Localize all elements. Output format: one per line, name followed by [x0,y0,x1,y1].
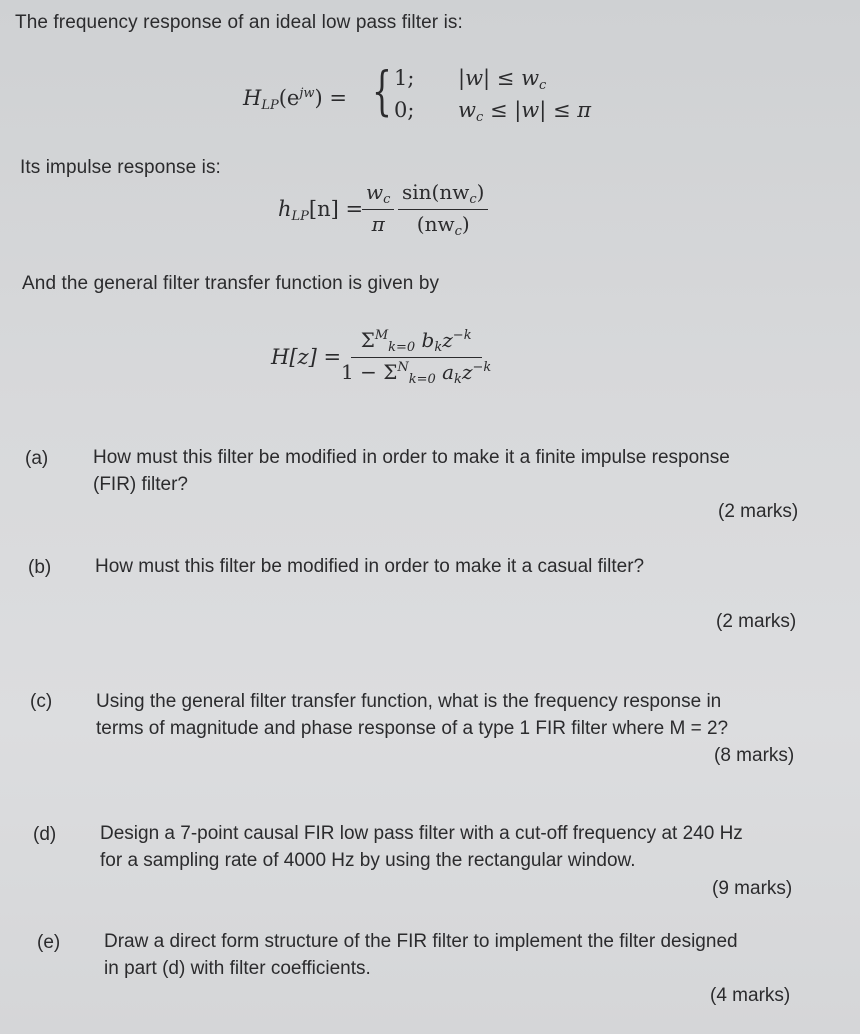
eq1-case1-condition: $|w| \le w_c$ [458,66,547,93]
eq3-fraction: $\Sigma^M_{k=0}$ $b_kz^{-k}$ $1 - \Sigma^N_{k=0}$ $a_kz^{-k}$ [341,328,492,387]
question-c-label: (c) [30,691,53,712]
intro-text: The frequency response of an ideal low pass filter is: [15,12,463,33]
question-a-text: How must this filter be modified in order to make it a finite impulse response (FIR) filter? [93,447,730,495]
question-d-text: Design a 7-point causal FIR low pass filter with a cut-off frequency at 240 Hz for a sampling rate of 4000 Hz by using the rectangular window. [100,823,743,871]
question-a-label: (a) [25,448,49,469]
eq2-lhs: $h_{LP}[n]$ = [278,197,364,224]
eq1-brace: { [372,62,392,122]
question-e-label: (e) [37,932,61,953]
impulse-intro: Its impulse response is: [20,157,221,178]
question-e-marks: (4 marks) [710,985,791,1006]
question-c-marks: (8 marks) [714,745,795,766]
question-d-label: (d) [33,824,57,845]
eq1-case2-condition: $w_c \le |w| \le \pi$ [458,98,592,125]
eq2-fraction-sinc: $\sin(nw_c)$ $(nw_c)$ [398,180,488,239]
question-b-marks: (2 marks) [716,611,797,632]
eq1-lhs: $H_{LP}(e^{jw})$ = [243,86,347,113]
eq3-lhs: H[z] = [271,345,342,369]
question-a-marks: (2 marks) [718,501,799,522]
question-b-text: How must this filter be modified in order to make it a casual filter? [95,556,645,577]
question-e-text: Draw a direct form structure of the FIR filter to implement the filter designed in part (d) with filter coefficients. [104,931,738,979]
question-d-marks: (9 marks) [712,878,793,899]
general-intro: And the general filter transfer function is given by [22,273,440,294]
eq1-case2-value: 0; [394,98,415,122]
eq2-fraction-wc-over-pi: $\frac{w_c}{\pi}$ [362,180,394,236]
question-c-text: Using the general filter transfer function, what is the frequency response in terms of magnitude and phase response of a type 1 FIR filter where M = 2? [96,691,729,739]
eq1-case1-value: 1; [394,66,415,90]
question-b-label: (b) [28,557,52,578]
